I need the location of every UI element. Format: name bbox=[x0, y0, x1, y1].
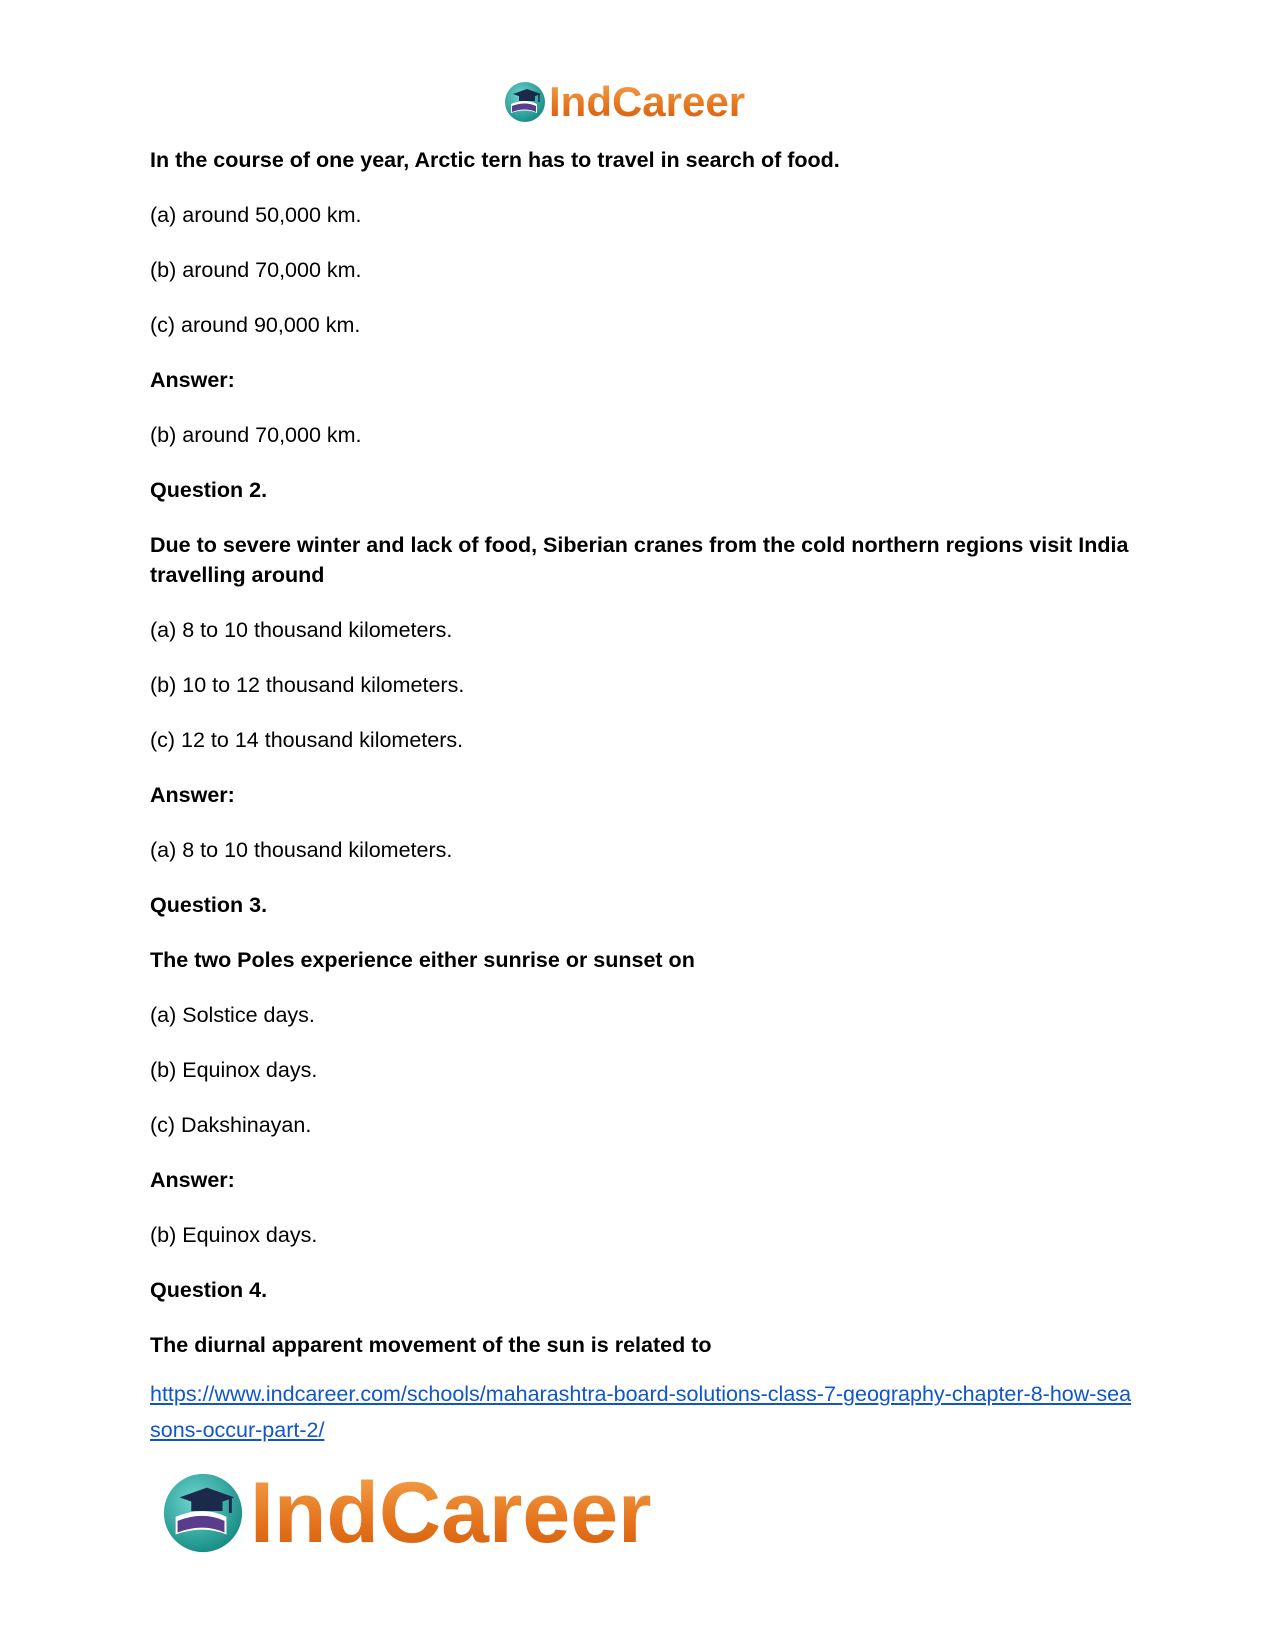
q2-option-b: (b) 10 to 12 thousand kilometers. bbox=[150, 673, 465, 697]
indcareer-logo-bottom bbox=[160, 1465, 652, 1561]
question-4-heading: Question 4. bbox=[150, 1278, 268, 1302]
q1-answer-label: Answer: bbox=[150, 368, 235, 392]
q3-option-c: (c) Dakshinayan. bbox=[150, 1113, 312, 1137]
q3-answer: (b) Equinox days. bbox=[150, 1223, 318, 1247]
question-2-heading: Question 2. bbox=[150, 478, 268, 502]
q3-option-a: (a) Solstice days. bbox=[150, 1003, 315, 1027]
q2-answer-label: Answer: bbox=[150, 783, 235, 807]
question-1-text: In the course of one year, Arctic tern has to travel in search of food. bbox=[150, 148, 840, 172]
q2-option-a: (a) 8 to 10 thousand kilometers. bbox=[150, 618, 453, 642]
question-3-heading: Question 3. bbox=[150, 893, 268, 917]
indcareer-logo-top bbox=[503, 78, 745, 126]
q2-option-c: (c) 12 to 14 thousand kilometers. bbox=[150, 728, 464, 752]
logo-wordmark: IndCareer bbox=[549, 78, 746, 125]
logo-wordmark: IndCareer bbox=[250, 1465, 652, 1561]
q3-answer-label: Answer: bbox=[150, 1168, 235, 1192]
graduation-book-icon bbox=[160, 1470, 246, 1556]
question-2-text: Due to severe winter and lack of food, Siberian cranes from the cold northern regions visit India travelling around bbox=[150, 533, 1129, 587]
source-url-link[interactable]: https://www.indcareer.com/schools/maharashtra-board-solutions-class-7-geography-chapter-8-how-seasons-occur-part-2/ bbox=[150, 1382, 1132, 1442]
graduation-book-icon bbox=[503, 80, 547, 124]
document-body bbox=[150, 145, 1140, 1385]
q3-option-b: (b) Equinox days. bbox=[150, 1058, 318, 1082]
q1-option-c: (c) around 90,000 km. bbox=[150, 313, 361, 337]
q2-answer: (a) 8 to 10 thousand kilometers. bbox=[150, 838, 453, 862]
question-3-text: The two Poles experience either sunrise or sunset on bbox=[150, 948, 695, 972]
q1-option-a: (a) around 50,000 km. bbox=[150, 203, 362, 227]
q1-answer: (b) around 70,000 km. bbox=[150, 423, 362, 447]
question-4-text: The diurnal apparent movement of the sun is related to bbox=[150, 1333, 712, 1357]
q1-option-b: (b) around 70,000 km. bbox=[150, 258, 362, 282]
